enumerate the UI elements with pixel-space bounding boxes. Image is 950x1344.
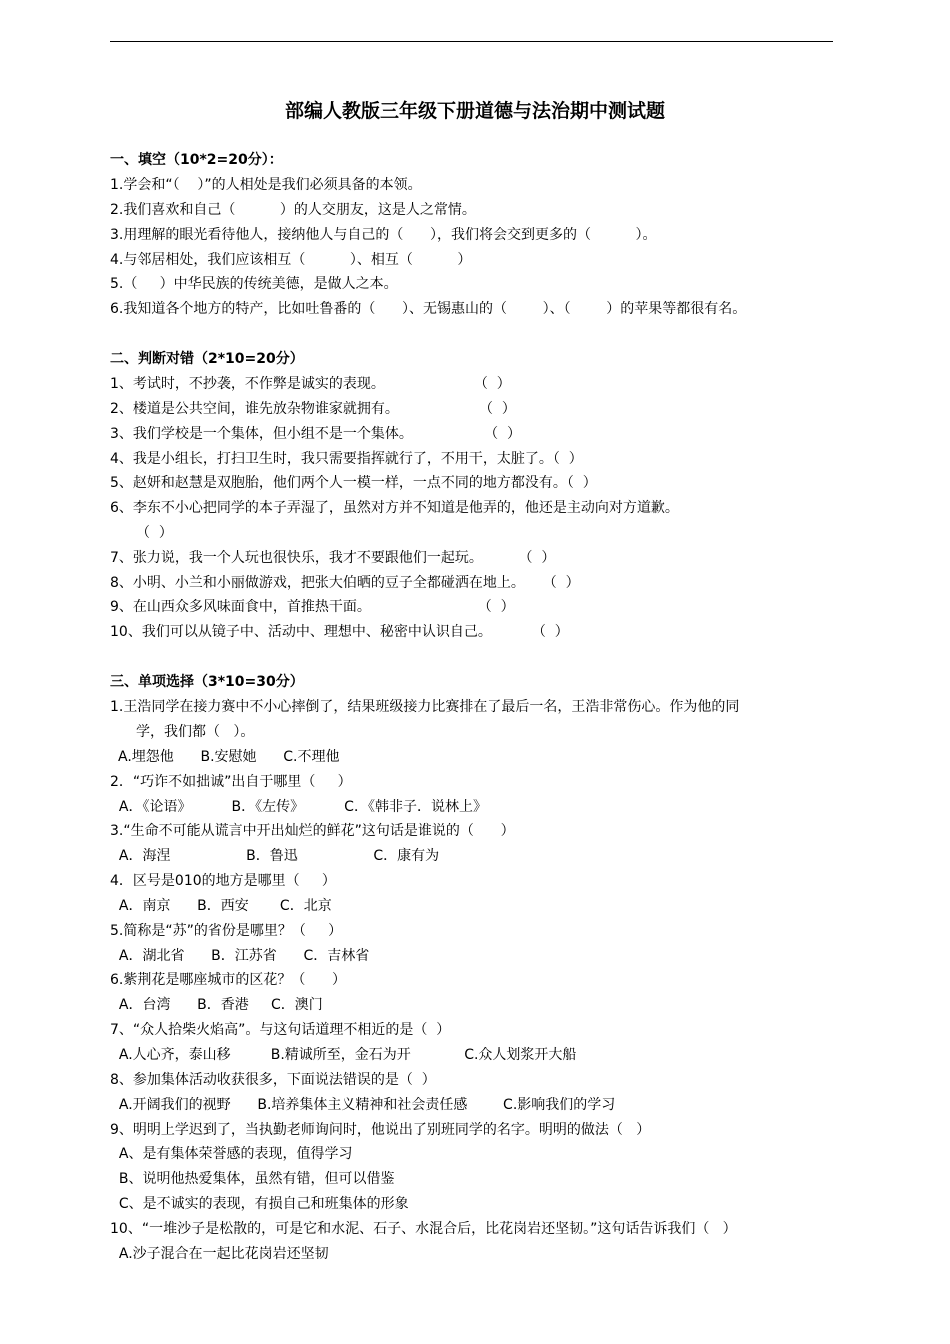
section2-item: 2、楼道是公共空间，谁先放杂物谁家就拥有。 （ ） [110, 401, 516, 417]
section3-line: A．台湾 B．香港 C．澳门 [110, 997, 323, 1013]
section2-heading: 二、判断对错（2*10=20分） [110, 351, 304, 367]
section2-item: （ ） [136, 525, 173, 541]
section2-item: 7、张力说，我一个人玩也很快乐，我才不要跟他们一起玩。 （ ） [110, 550, 556, 566]
section3-line: A．《论语》 B．《左传》 C．《韩非子．说林上》 [110, 799, 487, 815]
section3-heading: 三、单项选择（3*10=30分） [110, 674, 304, 690]
section3-line: 1.王浩同学在接力赛中不小心摔倒了，结果班级接力比赛排在了最后一名，王浩非常伤心。作为他的同 [110, 699, 740, 715]
section3-line: 5.简称是“苏”的省份是哪里？（ ） [110, 923, 343, 939]
section1-item: 3.用理解的眼光看待他人，接纳他人与自己的（ ），我们将会交到更多的（ ）。 [110, 227, 657, 243]
section3-line: 学，我们都（ ）。 [136, 724, 255, 740]
section2-item: 6、李东不小心把同学的本子弄湿了，虽然对方并不知道是他弄的，他还是主动向对方道歉。 [110, 500, 679, 516]
section3-line: 6.紫荆花是哪座城市的区花？（ ） [110, 972, 347, 988]
section2-item: 8、小明、小兰和小丽做游戏，把张大伯晒的豆子全都碰洒在地上。 （ ） [110, 575, 580, 591]
section1-item: 5.（ ）中华民族的传统美德，是做人之本。 [110, 276, 398, 292]
section3-line: 3.“生命不可能从谎言中开出灿烂的鲜花”这句话是谁说的（ ） [110, 823, 515, 839]
section3-line: 8、参加集体活动收获很多，下面说法错误的是（ ） [110, 1072, 436, 1088]
section3-line: A.人心齐，泰山移 B.精诚所至，金石为开 C.众人划浆开大船 [110, 1047, 577, 1063]
section1-item: 4.与邻居相处，我们应该相互（ ）、相互（ ） [110, 252, 472, 268]
section3-line: 2．“巧诈不如拙诚”出自于哪里（ ） [110, 774, 352, 790]
section3-line: A．南京 B．西安 C．北京 [110, 898, 332, 914]
section2-item: 10、我们可以从镜子中、活动中、理想中、秘密中认识自己。 （ ） [110, 624, 569, 640]
section1-item: 6.我知道各个地方的特产，比如吐鲁番的（ ）、无锡惠山的（ ）、（ ）的苹果等都很有名。 [110, 301, 747, 317]
section3-line: 9、明明上学迟到了，当执勤老师询问时，他说出了别班同学的名字。明明的做法（ ） [110, 1122, 651, 1138]
section3-line: 7、“众人拾柴火焰高”。与这句话道理不相近的是（ ） [110, 1022, 451, 1038]
section3-line: A、是有集体荣誉感的表现，值得学习 [110, 1146, 353, 1162]
section3-line: A.埋怨他 B.安慰她 C.不理他 [118, 749, 340, 765]
section3-line: B、说明他热爱集体，虽然有错，但可以借鉴 [110, 1171, 395, 1187]
section3-line: 10、“一堆沙子是松散的，可是它和水泥、石子、水混合后，比花岗岩还坚韧。”这句话告诉我们（ ） [110, 1221, 737, 1237]
section3-line: C、是不诚实的表现，有损自己和班集体的形象 [110, 1196, 409, 1212]
page-title: 部编人教版三年级下册道德与法治期中测试题 [284, 100, 665, 122]
section2-item: 5、赵妍和赵慧是双胞胎，他们两个人一模一样，一点不同的地方都没有。（ ） [110, 475, 597, 491]
section1-item: 2.我们喜欢和自己（ ）的人交朋友，这是人之常情。 [110, 202, 476, 218]
section2-item: 9、在山西众多风味面食中，首推热干面。 （ ） [110, 599, 515, 615]
section1-item: 1.学会和“（ ）”的人相处是我们必须具备的本领。 [110, 177, 422, 193]
section2-item: 1、考试时，不抄袭，不作弊是诚实的表现。 （ ） [110, 376, 511, 392]
section2-item: 4、我是小组长，打扫卫生时，我只需要指挥就行了，不用干，太脏了。（ ） [110, 451, 583, 467]
section2-item: 3、我们学校是一个集体，但小组不是一个集体。 （ ） [110, 426, 522, 442]
section1-heading: 一、填空（10*2=20分）： [110, 152, 283, 168]
header-rule [110, 41, 833, 42]
section3-line: A.沙子混合在一起比花岗岩还坚韧 [110, 1246, 329, 1262]
section3-line: A．湖北省 B．江苏省 C．吉林省 [110, 948, 370, 964]
section3-line: 4．区号是010的地方是哪里（ ） [110, 873, 336, 889]
section3-line: A.开阔我们的视野 B.培养集体主义精神和社会责任感 C.影响我们的学习 [110, 1097, 616, 1113]
section3-line: A．海涅 B．鲁迅 C．康有为 [110, 848, 440, 864]
